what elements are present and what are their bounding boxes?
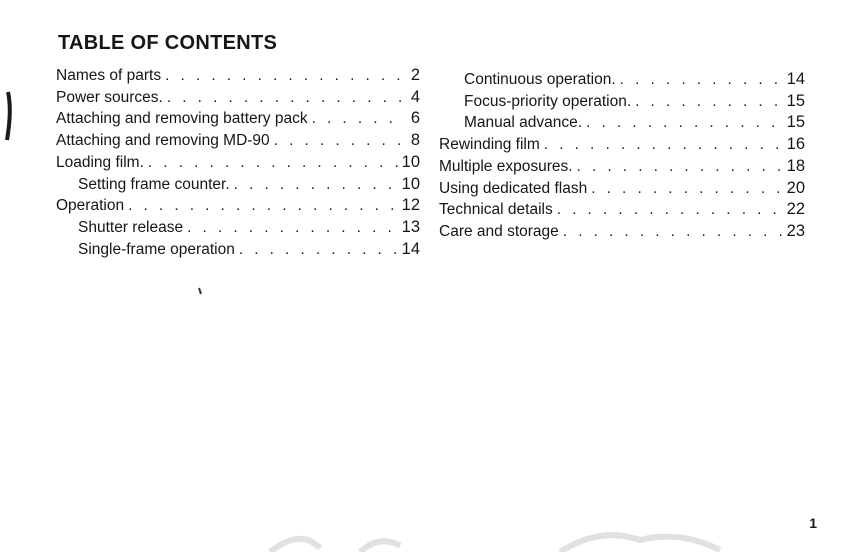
toc-leader-dots — [234, 174, 398, 196]
toc-entry — [439, 178, 805, 200]
binding-edge-mark — [7, 92, 10, 140]
toc-entry-label: Rewinding film — [439, 136, 540, 154]
toc-leader-dots — [128, 195, 398, 217]
toc-entry — [56, 108, 420, 130]
toc-leader-dots — [620, 69, 783, 91]
toc-entry — [56, 152, 420, 174]
toc-leader-dots — [167, 87, 402, 109]
toc-entry-page: 10 — [401, 152, 420, 171]
toc-left-column — [56, 65, 420, 260]
toc-right-column — [439, 69, 805, 243]
toc-entry-label: Focus-priority operation. — [464, 92, 632, 110]
toc-entry — [439, 199, 805, 221]
toc-entry-page: 22 — [786, 200, 805, 219]
toc-entry-page: 20 — [786, 178, 805, 197]
toc-entry-page: 10 — [401, 174, 420, 193]
toc-entry-label: Single-frame operation — [78, 240, 235, 258]
toc-leader-dots — [165, 65, 402, 87]
toc-subentry — [439, 69, 805, 91]
toc-leader-dots — [557, 199, 783, 221]
toc-entry-label: Attaching and removing battery pack — [56, 110, 308, 128]
toc-leader-dots — [239, 239, 398, 261]
toc-entry — [56, 195, 420, 217]
toc-subentry — [56, 217, 420, 239]
toc-entry — [56, 87, 420, 109]
toc-entry — [439, 156, 805, 178]
toc-entry-label: Continuous operation. — [464, 71, 616, 88]
toc-entry-label: Shutter release — [78, 218, 184, 236]
speck-mark — [199, 288, 201, 294]
page-number: 1 — [809, 515, 817, 531]
toc-leader-dots — [274, 130, 402, 152]
toc-entry-page: 8 — [410, 131, 420, 150]
toc-entry-label: Loading film. — [56, 153, 144, 171]
toc-leader-dots — [187, 217, 398, 239]
toc-subentry — [439, 91, 805, 113]
toc-entry-page: 12 — [401, 196, 420, 215]
toc-leader-dots — [586, 112, 783, 134]
toc-entry-label: Setting frame counter. — [78, 175, 230, 193]
toc-leader-dots — [148, 152, 398, 174]
page-title: TABLE OF CONTENTS — [58, 32, 278, 54]
toc-subentry — [56, 174, 420, 196]
toc-leader-dots — [312, 108, 402, 130]
toc-entry-label: Names of parts — [56, 67, 162, 84]
toc-leader-dots — [544, 134, 783, 156]
toc-entry — [439, 134, 805, 156]
toc-entry-label: Multiple exposures. — [439, 157, 573, 175]
toc-entry — [56, 65, 420, 87]
toc-leader-dots — [563, 221, 783, 243]
toc-entry-page: 14 — [401, 239, 420, 258]
toc-entry-page: 2 — [410, 66, 420, 84]
toc-entry — [56, 130, 420, 152]
toc-entry-page: 13 — [401, 217, 420, 236]
toc-entry-label: Care and storage — [439, 222, 559, 240]
toc-entry-label: Technical details — [439, 201, 553, 219]
toc-leader-dots — [591, 178, 782, 200]
toc-entry-label: Operation — [56, 197, 125, 215]
toc-leader-dots — [577, 156, 783, 178]
toc-entry-page: 6 — [410, 109, 420, 128]
toc-entry — [439, 221, 805, 243]
toc-entry-page: 16 — [786, 135, 805, 154]
toc-entry-page: 4 — [410, 87, 420, 106]
toc-entry-page: 23 — [786, 221, 805, 240]
toc-entry-label: Attaching and removing MD-90 — [56, 132, 270, 150]
toc-entry-page: 15 — [786, 91, 805, 110]
toc-leader-dots — [635, 91, 783, 113]
toc-entry-label: Using dedicated flash — [439, 179, 588, 197]
toc-entry-page: 18 — [786, 156, 805, 175]
toc-subentry — [56, 239, 420, 261]
toc-entry-page: 15 — [786, 113, 805, 132]
toc-entry-label: Manual advance. — [464, 114, 583, 132]
toc-subentry — [439, 112, 805, 134]
toc-entry-page: 14 — [786, 70, 805, 88]
toc-entry-label: Power sources. — [56, 88, 163, 106]
bottom-scan-noise — [270, 535, 720, 552]
